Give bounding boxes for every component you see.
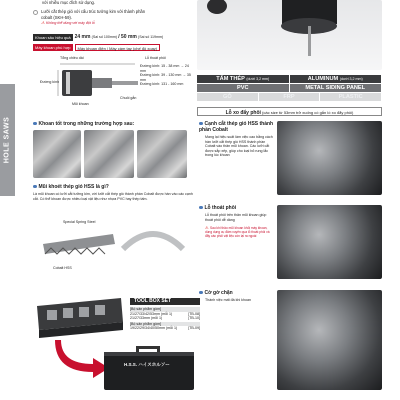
section-what-is: Mũi khoét thép gió HSS là gì? Là mũi khoan có lưỡi cắt tưởng kim, với lưỡi cắt thép gió thành phần Cobalt được hàn vào các cạnh cắt. Có thể khoan được nhiều loại vật liệu như nhựa PVC hay thép tấm. [33,184,193,201]
stopper-photo [277,290,382,390]
product-photo [197,0,382,70]
usage-photo-1 [33,130,81,178]
section-cobalt-body: Mang lại hiệu suất làm việc cao bằng cách hàn lưỡi cắt thép gió HSS thành phần Cobalt vào thân mũi khoan. Các lưỡi cắt được sắp xếp, giúp cho loại bỏ rung lắc trong lúc khoan [205,135,273,158]
label-drill-tip: Lỗ thoát phôi [145,56,166,60]
caution-note: ⚠Không thể dùng với máy đột lỗ [41,20,95,26]
spec-machine-label: Máy khoan phù hợp [35,44,71,50]
bullet-icon [33,185,37,189]
material-aluminum: ALUMINUM (dưới 3,2 mm) [290,75,383,84]
side-tab-label: HOLE SAWS [3,116,11,164]
bullet-icon [199,291,203,295]
dims-list: Đường kính: 15 - 38 mm → 24 mm Đường kính: 39 - 130 mm → 35 mm Đường kính: 131 - 160 mm [140,64,191,87]
material-steel: TẤM THÉP (dưới 3,2 mm) [197,75,290,84]
holesaw-diagram [40,56,190,110]
spec-depth: Khoan sâu hiệu quả 24 mm (Sai số 100mm) / 50 mm (Sai số 119mm) [35,34,164,40]
chip-hole-note: ⚠Sau khi thảo mũi khoan khỏi máy khoan, dùng dụng cụ đâm xuyên qua lỗ thoát phôi và đẩy các phôi vật liệu còn lại ra ngoài [205,225,270,239]
toolbox-open-image [33,296,125,338]
bullet-icon [33,122,37,126]
spring-note: Lỗ xo đẩy phôi (các size từ 53mm trở xuống có gắn lò xo đẩy phôi) [197,107,382,116]
spec-machine: Máy khoan phù hợp Máy khoan điện / Máy cầm tay (chế độ xoay) [33,43,160,51]
toolbox-list: [Bộ sản phẩm gồm] 21/27/33/42/53mm (mỗi 1) [TB-08] 21/27/33mm (mỗi 1) [TB-10] [Bộ sản phẩm gồm] 19/22/29/34/40/50mm (mỗi 1) [TB-09] [130,307,200,331]
toolbox-closed [100,342,198,392]
section-cobalt: Cạnh cắt thép gió HSS thành phần Cobalt Mang lại hiệu suất làm việc cao bằng cách hàn lưỡi cắt thép gió HSS thành phần Cobalt vào thân mũi khoan. Các lưỡi cắt được sắp xếp, giúp cho loại bỏ rung lắc trong lúc khoan [199,121,274,158]
label-bit: Mũi khoan [72,102,89,106]
usage-photo-2 [84,130,134,178]
bullet-icon [199,206,203,210]
saw-blade-diagram [33,214,193,274]
steel-diagram [33,214,193,274]
materials-row [197,75,382,84]
material-siding: METAL SIDING PANEL [290,84,383,93]
toolbox-open [33,296,125,338]
material-wood: GỖ [197,93,259,102]
section-stopper: Cờ gờ chặn Thành việc mất đà khi khoan [199,290,274,303]
bullet-icon [199,122,203,126]
toolbox-brand: H.S.S. ハイスホルソー [124,362,170,367]
label-spring-steel: Special Spring Steel [63,220,96,224]
materials-row [197,93,382,102]
usage-photo-3 [137,130,187,178]
material-plastic: PLASTIC [320,93,382,102]
label-diameter: Đường kính [40,80,60,84]
intro-line: với nhiều mục đích sử dụng. [42,0,96,5]
section-chip-hole-body: Lỗ thoát phôi trên thân mũi khoan giúp thoát phôi dễ dàng [205,213,267,222]
spec-depth-label: Khoan sâu hiệu quả [35,34,71,40]
materials-row [197,84,382,93]
cobalt-line: Lưỡi cắt thép gió với cấu trúc tưởng kim với thành phần cobalt (SKH-59). [33,9,193,20]
section-stopper-body: Thành việc mất đà khi khoan [205,298,251,302]
label-cobalt-hss: Cobalt HSS [53,266,72,270]
section-chip-hole: Lỗ thoát phôi Lỗ thoát phôi trên thân mũi khoan giúp thoát phôi dễ dàng ⚠Sau khi thảo mũi khoan khỏi máy khoan, dùng dụng cụ đâm xuyên qua lỗ thoát phôi và đẩy các phôi vật liệu còn lại ra ngoài [199,205,274,238]
section-what-is-body: Là mũi khoan có lưỡi cắt tưởng kim, với lưỡi cắt thép gió thành phần Cobalt được hàn vào các cạnh cắt. Có thể khoan được nhiều loại vật liệu như nhựa PVC hay thép tấm. [33,192,193,201]
caution-icon: ⚠ [205,225,209,231]
label-total-length: Tổng chiều dài [60,56,84,60]
checkbox-icon [33,10,38,15]
chip-hole-photo [277,205,382,279]
label-shank: Chuôi gắn [120,96,137,100]
material-frp: FRP [259,93,321,102]
holesaw-image [197,0,382,70]
cobalt-photo [277,121,382,195]
caution-icon: ⚠ [41,20,45,26]
section-good-for-title: Khoan tốt trong những trường hợp sau: [33,121,134,127]
side-tab [0,84,15,196]
top-intro [33,0,193,26]
material-pvc: PVC [197,84,290,93]
materials-table [197,75,382,116]
toolbox-title: TOOL BOX SET [130,298,200,305]
